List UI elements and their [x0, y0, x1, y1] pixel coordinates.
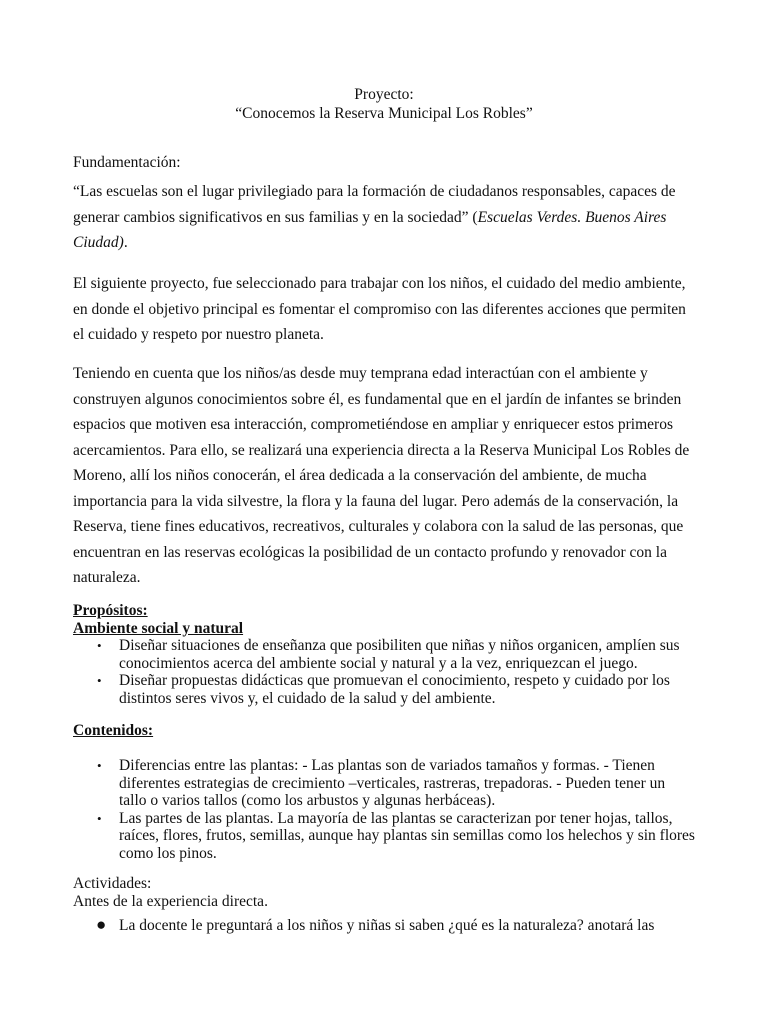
contenidos-heading: Contenidos: [73, 722, 154, 739]
list-item: • Diferencias entre las plantas: - Las plantas son de variados tamaños y formas. - Tienen diferentes estrategias de crecimiento –verticales, rastreras, trepadoras. - Pueden tener un tallo o varios tallos (como los arbustos y algunas herbáceas). [97, 757, 666, 809]
list-item: • Diseñar situaciones de enseñanza que posibiliten que niñas y niños organicen, amplíen sus conocimientos acerca del ambiente social y natural y a la vez, enriquezcan el juego. [97, 637, 680, 672]
contenidos-section [73, 722, 695, 740]
propositos-subheading: Ambiente social y natural [73, 619, 244, 637]
list-item: • Las partes de las plantas. La mayoría de las plantas se caracterizan por tener hojas, tallos, raíces, flores, frutos, semillas, aunque hay plantas sin semillas como los helechos y sin flores como los pinos. [97, 809, 695, 862]
fundamentacion-section [73, 150, 695, 176]
actividades-section [73, 875, 695, 910]
paragraph-context: Teniendo en cuenta que los niños/as desde muy temprana edad interactúan con el ambiente y construyen algunos conocimientos sobre él, es fundamental que en el jardín de infantes se brinden espacios que motiven esa interacción, comprometiéndose en ampliar y enriquecer estos primeros acercamientos. Para ello, se realizará una experiencia directa a la Reserva Municipal Los Robles de Moreno, allí los niños conocerán, el área dedicada a la conservación del ambiente, de mucha importancia para la vida silvestre, la flora y la fauna del lugar. Pero además de la conservación, la Reserva, tiene fines educativos, recreativos, culturales y colabora con la salud de las personas, que encuentran en las reservas ecológicas la posibilidad de un contacto profundo y renovador con la naturaleza. [73, 365, 690, 586]
list-item: • Diseñar propuestas didácticas que promuevan el conocimiento, respeto y cuidado por los distintos seres vivos y, el cuidado de la salud y del ambiente. [97, 672, 670, 707]
quote-paragraph [73, 179, 695, 256]
quote-end: . [123, 234, 128, 251]
list-item: ● La docente le preguntará a los niños y niñas si saben ¿qué es la naturaleza? anotará las [96, 915, 655, 934]
project-label: Proyecto: [354, 86, 414, 103]
actividades-list [73, 917, 695, 935]
contenidos-list [73, 757, 695, 862]
propositos-heading: Propósitos: [73, 602, 148, 619]
contenidos-list-block [73, 757, 695, 862]
quote-text: “Las escuelas son el lugar privilegiado para la formación de ciudadanos responsables, capaces de generar cambios significativos en sus familias y en la sociedad” ( [73, 183, 676, 226]
project-title: “Conocemos la Reserva Municipal Los Robles” [235, 105, 533, 122]
fundamentacion-heading: Fundamentación: [73, 154, 181, 171]
paragraph-objective: El siguiente proyecto, fue seleccionado para trabajar con los niños, el cuidado del medio ambiente, en donde el objetivo principal es fomentar el compromiso con las diferentes acciones que permiten el cuidado y respeto por nuestro planeta. [73, 275, 686, 343]
actividades-heading: Actividades: [73, 875, 152, 892]
actividades-subheading: Antes de la experiencia directa. [73, 892, 268, 910]
actividades-list-block [73, 917, 695, 935]
quote-source: Escuelas Verdes. Buenos Aires Ciudad) [73, 208, 667, 251]
propositos-section [73, 602, 695, 707]
propositos-list [73, 637, 695, 707]
